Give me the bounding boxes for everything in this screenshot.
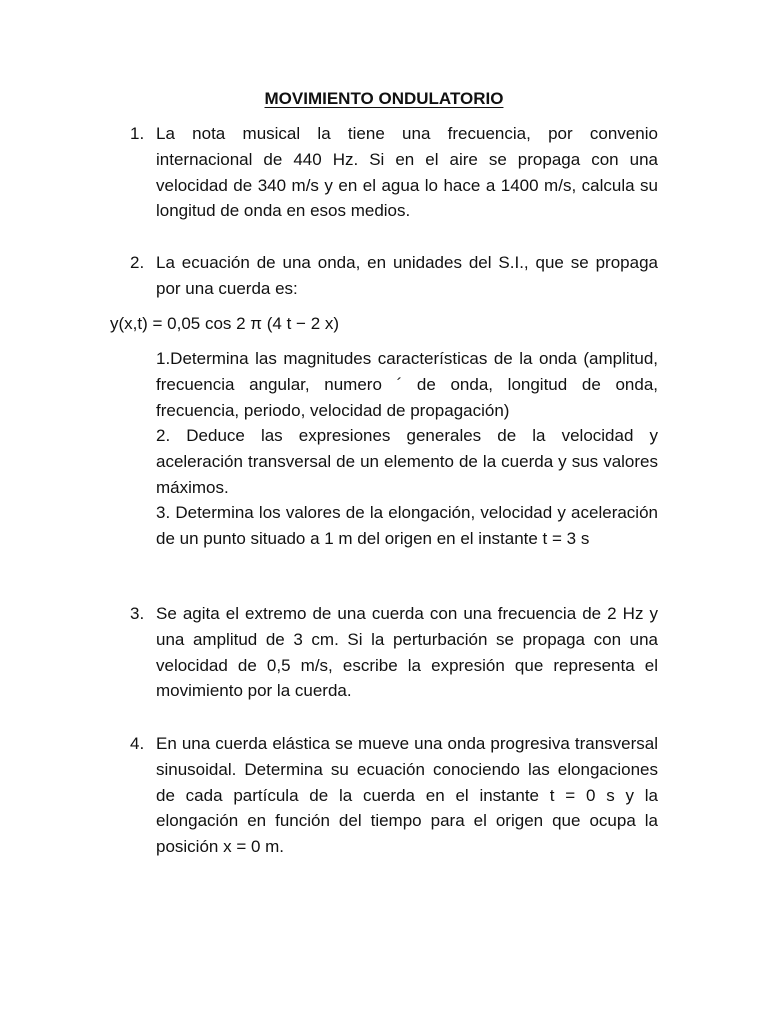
subpart-3: 3. Determina los valores de la elongación, velocidad y aceleración de un punto situado a 1 m del origen en el instante t = 3 s — [156, 503, 658, 548]
problem-text: La ecuación de una onda, en unidades del S.I., que se propaga por una cuerda es: — [156, 253, 658, 298]
problem-number: 4. — [130, 734, 145, 753]
problem-text: En una cuerda elástica se mueve una onda progresiva transversal sinusoidal. Determina su ecuación conociendo las elongaciones de cada partícula de la cuerda en el instante t = 0 s y la elongación en función del tiempo para el origen que ocupa la posición x = 0 m. — [156, 734, 658, 857]
problem-item-2 — [110, 250, 658, 302]
subpart-1: 1.Determina las magnitudes características de la onda (amplitud, frecuencia angular, numero ´ de onda, longitud de onda, frecuencia, periodo, velocidad de propagación) — [156, 349, 658, 420]
subpart-2: 2. Deduce las expresiones generales de la velocidad y aceleración transversal de un elemento de la cuerda y sus valores máximos. — [156, 426, 658, 497]
problem-text: Se agita el extremo de una cuerda con una frecuencia de 2 Hz y una amplitud de 3 cm. Si la perturbación se propaga con una velocidad de 0,5 m/s, escribe la expresión que representa el movimiento por la cuerda. — [156, 604, 658, 701]
problem-number: 3. — [130, 604, 145, 623]
problem-item-1 — [110, 121, 658, 224]
problem-number: 1. — [130, 124, 145, 143]
problem-text: La nota musical la tiene una frecuencia, por convenio internacional de 440 Hz. Si en el aire se propaga con una velocidad de 340 m/s y en el agua lo hace a 1400 m/s, calcula su longitud de onda en esos medios. — [156, 124, 658, 221]
problem-item-4 — [110, 731, 658, 860]
problem-item-3 — [110, 601, 658, 704]
problem-number: 2. — [130, 253, 145, 272]
document-title: MOVIMIENTO ONDULATORIO — [264, 89, 504, 108]
wave-equation: y(x,t) = 0,05 cos 2 π (4 t − 2 x) — [110, 314, 340, 333]
